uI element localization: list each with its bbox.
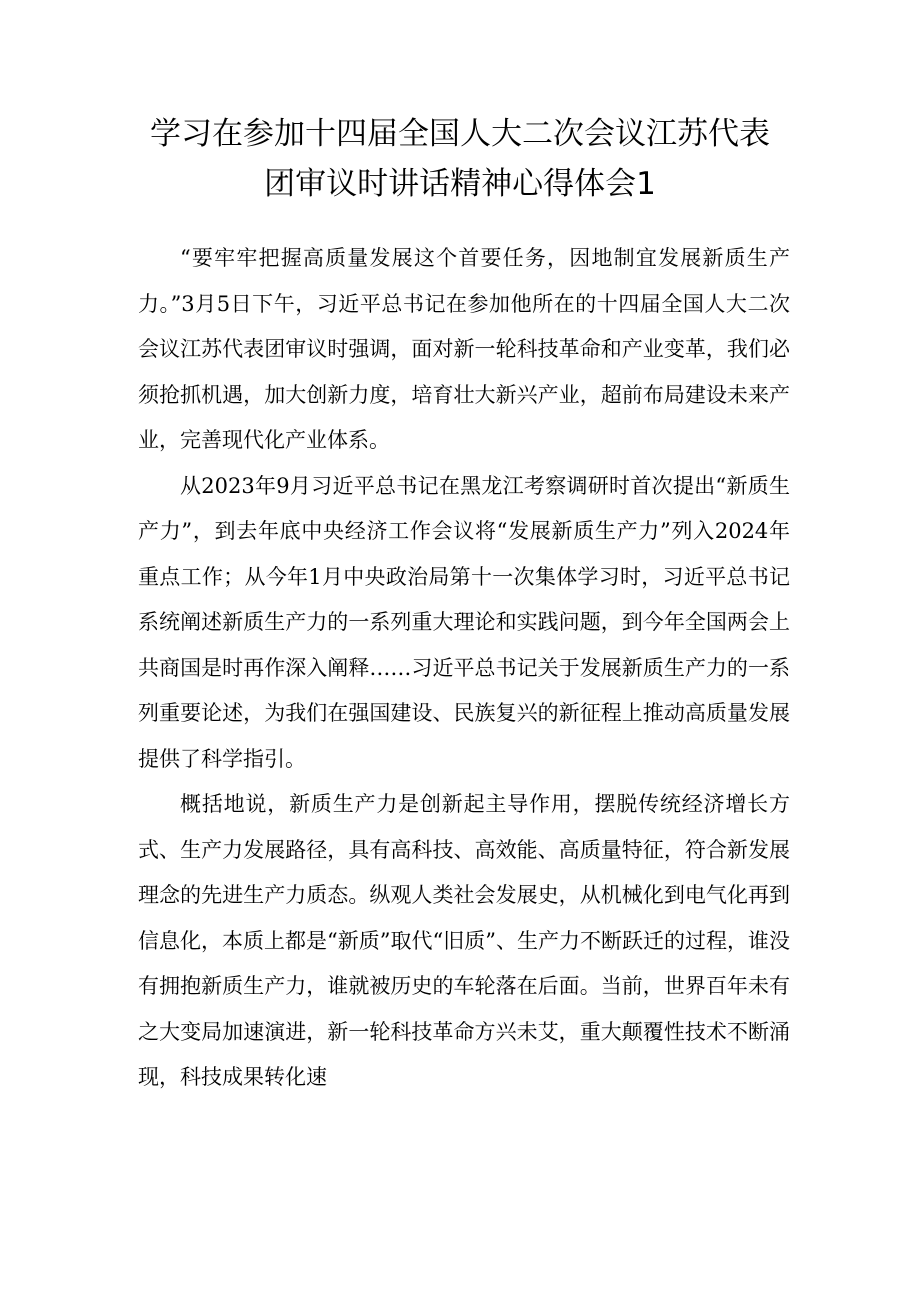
- paragraph-1: “要牢牢把握高质量发展这个首要任务，因地制宜发展新质生产力。”3月5日下午，习近平总书记在参加他所在的十四届全国人大二次会议江苏代表团审议时强调，面对新一轮科技革命和产业变革，我们必须抢抓机遇，加大创新力度，培育壮大新兴产业，超前布局建设未来产业，完善现代化产业体系。: [138, 246, 790, 452]
- title-line-2: 团审议时讲话精神心得体会1: [264, 166, 656, 202]
- paragraph-2: 从2023年9月习近平总书记在黑龙江考察调研时首次提出“新质生产力”，到去年底中央经济工作会议将“发展新质生产力”列入2024年重点工作；从今年1月中央政治局第十一次集体学习时，习近平总书记系统阐述新质生产力的一系列重大理论和实践问题，到今年全国两会上共商国是时再作深入阐释……习近平总书记关于发展新质生产力的一系列重要论述，为我们在强国建设、民族复兴的新征程上推动高质量发展提供了科学指引。: [138, 473, 790, 771]
- document-title: [0, 109, 920, 209]
- paragraph-3: 概括地说，新质生产力是创新起主导作用，摆脱传统经济增长方式、生产力发展路径，具有高科技、高效能、高质量特征，符合新发展理念的先进生产力质态。纵观人类社会发展史，从机械化到电气化再到信息化，本质上都是“新质”取代“旧质”、生产力不断跃迁的过程，谁没有拥抱新质生产力，谁就被历史的车轮落在后面。当前，世界百年未有之大变局加速演进，新一轮科技革命方兴未艾，重大颠覆性技术不断涌现，科技成果转化速: [138, 792, 790, 1089]
- document-body: [138, 236, 790, 1101]
- title-line-1: 学习在参加十四届全国人大二次会议江苏代表: [150, 116, 770, 152]
